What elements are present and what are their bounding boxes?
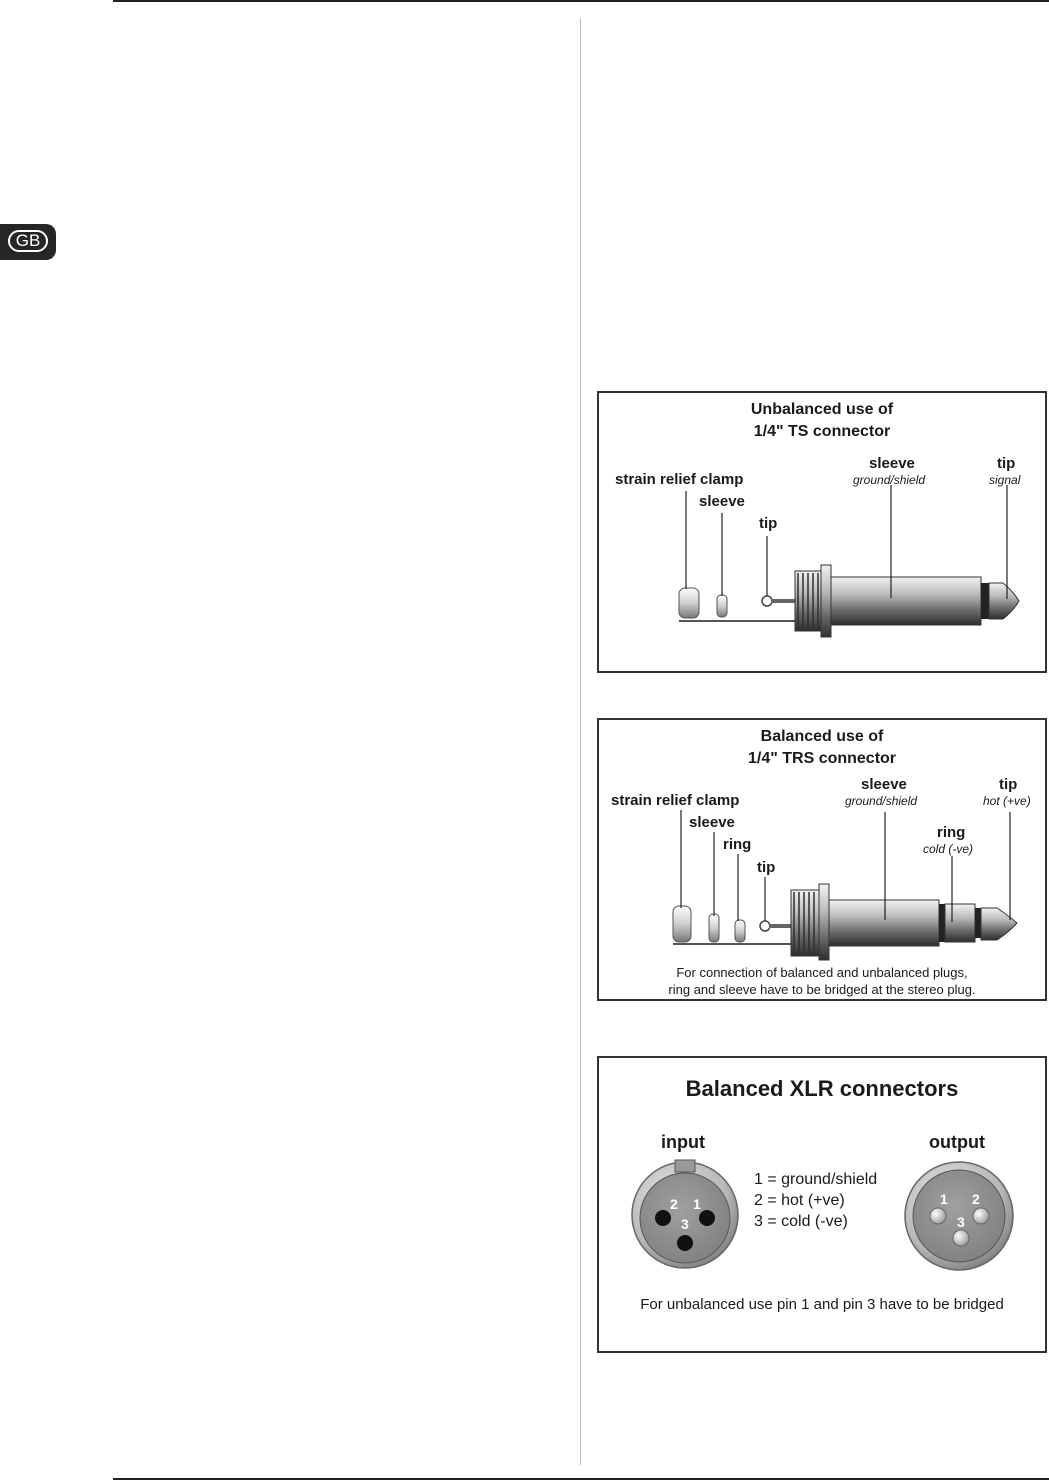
language-tab[interactable] bbox=[0, 224, 56, 260]
language-tab-label: GB bbox=[8, 230, 48, 252]
xlr-input-pin-2 bbox=[655, 1210, 671, 1226]
xlr-input-pin-1 bbox=[699, 1210, 715, 1226]
xlr-input-connector bbox=[632, 1160, 738, 1268]
xlr-input-pin-label-1: 1 bbox=[693, 1196, 701, 1212]
ts-label-tip-sub: signal bbox=[989, 473, 1021, 487]
xlr-output-pin-label-2: 2 bbox=[972, 1191, 980, 1207]
ts-thread bbox=[795, 571, 821, 631]
column-divider bbox=[580, 18, 581, 1465]
trs-label-sleeve-sub: ground/shield bbox=[845, 794, 918, 808]
xlr-legend-line2: 2 = hot (+ve) bbox=[754, 1192, 845, 1209]
trs-label-sleeve-lug: sleeve bbox=[689, 814, 735, 831]
trs-label-sleeve: sleeve bbox=[861, 776, 907, 793]
trs-label-ring-sub: cold (-ve) bbox=[923, 842, 974, 856]
trs-connector-figure bbox=[597, 718, 1047, 1001]
ts-label-strain-relief-clamp: strain relief clamp bbox=[615, 471, 744, 488]
xlr-legend-line3: 3 = cold (-ve) bbox=[754, 1213, 848, 1230]
xlr-note: For unbalanced use pin 1 and pin 3 have to be bridged bbox=[640, 1296, 1004, 1313]
trs-note-line2: ring and sleeve have to be bridged at the stereo plug. bbox=[668, 982, 976, 997]
ts-label-tip-lug: tip bbox=[759, 515, 778, 532]
xlr-input-label: input bbox=[661, 1132, 705, 1152]
xlr-output-pin-label-1: 1 bbox=[940, 1191, 948, 1207]
footer-rule bbox=[113, 1478, 1049, 1480]
trs-title-line1: Balanced use of bbox=[760, 728, 884, 745]
xlr-connector-figure bbox=[597, 1056, 1047, 1353]
xlr-output-pin-3 bbox=[953, 1230, 969, 1246]
xlr-output-pin-label-3: 3 bbox=[957, 1214, 965, 1230]
xlr-title: Balanced XLR connectors bbox=[685, 1076, 959, 1101]
header-rule bbox=[113, 0, 1049, 2]
ts-title-line1: Unbalanced use of bbox=[750, 401, 894, 418]
ts-label-sleeve-lug: sleeve bbox=[699, 493, 745, 510]
trs-title-line2: 1/4" TRS connector bbox=[747, 750, 897, 767]
xlr-output-pin-1 bbox=[930, 1208, 946, 1224]
trs-label-tip: tip bbox=[999, 776, 1018, 793]
trs-label-strain-relief-clamp: strain relief clamp bbox=[611, 792, 740, 809]
trs-label-ring-lug: ring bbox=[723, 836, 752, 853]
trs-label-tip-sub: hot (+ve) bbox=[983, 794, 1031, 808]
xlr-output-label: output bbox=[929, 1132, 985, 1152]
trs-thread bbox=[791, 890, 819, 956]
ts-title-line2: 1/4" TS connector bbox=[753, 423, 891, 440]
ts-connector-figure bbox=[597, 391, 1047, 673]
trs-note-line1: For connection of balanced and unbalanced plugs, bbox=[676, 965, 968, 980]
trs-label-tip-lug: tip bbox=[757, 859, 776, 876]
ts-label-tip: tip bbox=[997, 455, 1016, 472]
xlr-legend-line1: 1 = ground/shield bbox=[754, 1171, 878, 1188]
xlr-input-pin-label-2: 2 bbox=[670, 1196, 678, 1212]
xlr-output-pin-2 bbox=[973, 1208, 989, 1224]
trs-label-ring: ring bbox=[937, 824, 966, 841]
xlr-input-pin-3 bbox=[677, 1235, 693, 1251]
ts-label-sleeve-sub: ground/shield bbox=[853, 473, 926, 487]
xlr-input-pin-label-3: 3 bbox=[681, 1216, 689, 1232]
ts-label-sleeve: sleeve bbox=[869, 455, 915, 472]
